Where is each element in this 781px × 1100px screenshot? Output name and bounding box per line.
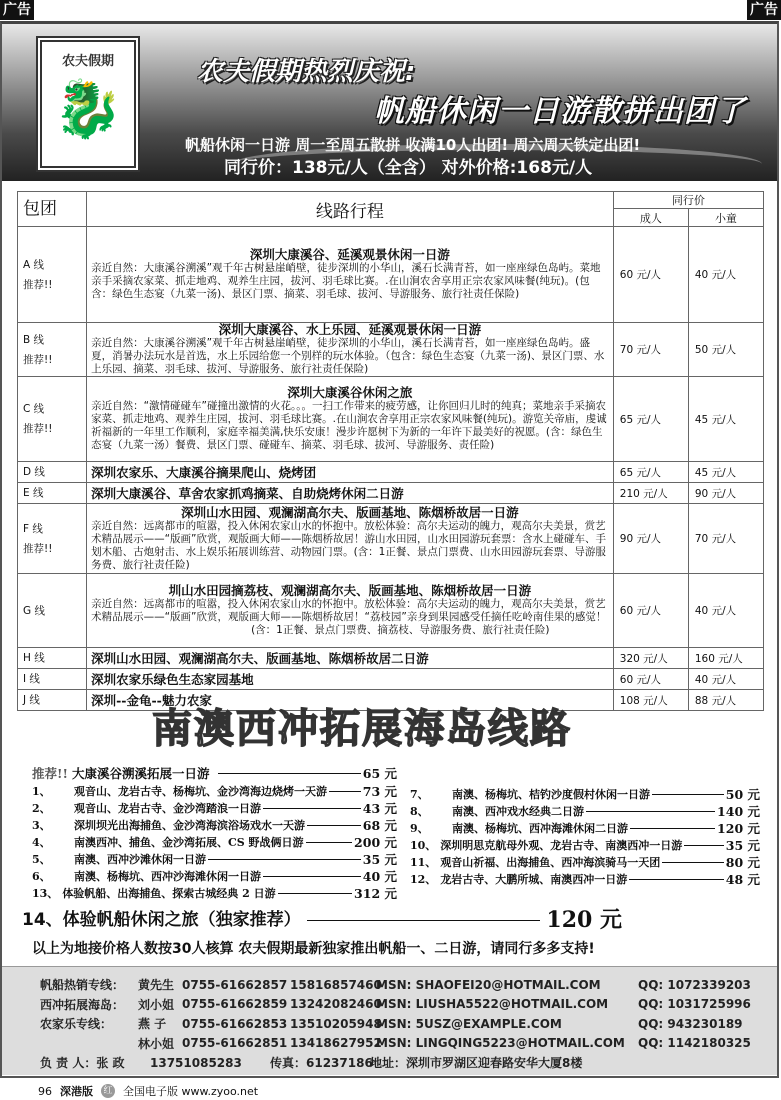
contact-row bbox=[40, 995, 777, 1015]
ad-label-right: 广告 bbox=[747, 0, 781, 20]
route-row bbox=[18, 377, 764, 462]
island-route bbox=[32, 783, 397, 800]
route-name: 观音山、龙岩古寺、金沙湾踏浪一日游 bbox=[74, 802, 261, 815]
contact-msn[interactable]: MSN: 5USZ@EXAMPLE.COM bbox=[376, 1016, 562, 1031]
dragon-icon: 🐉 bbox=[53, 77, 123, 142]
adult-price: 90 元/人 bbox=[613, 504, 688, 574]
child-price: 90 元/人 bbox=[688, 483, 763, 504]
contact-msn[interactable]: MSN: SHAOFEI20@HOTMAIL.COM bbox=[376, 977, 601, 992]
recommend-label: 推荐!! bbox=[23, 353, 53, 366]
route-no: 7、 bbox=[410, 788, 429, 801]
contact-tel: 0755-61662857 bbox=[182, 977, 288, 992]
adult-price: 65 元/人 bbox=[613, 462, 688, 483]
website: 全国电子版 www.zyoo.net bbox=[123, 1085, 259, 1098]
route-no: 2、 bbox=[32, 802, 51, 815]
island-list-right bbox=[410, 786, 760, 888]
island-route bbox=[410, 871, 760, 888]
route-name: 深圳坝光出海捕鱼、金沙湾海滨浴场戏水一天游 bbox=[74, 819, 305, 832]
adult-price: 60 元/人 bbox=[613, 227, 688, 323]
route-title: 深圳农家乐绿色生态家园基地 bbox=[87, 669, 614, 690]
route-detail bbox=[87, 504, 614, 574]
edition: 深港版 bbox=[60, 1085, 93, 1098]
island-route bbox=[32, 817, 397, 834]
route-name: 南澳、西冲沙滩休闲一日游 bbox=[74, 853, 206, 866]
contact-qq: QQ: 1142180325 bbox=[638, 1036, 751, 1051]
route-name: 南澳、杨梅坑、桔钓沙度假村休闲一日游 bbox=[452, 788, 650, 801]
route-desc: 亲近自然：远离都市的喧嚣，投入休闲农家山水的怀抱中。放松体验：高尔夫运动的魄力，观高尔夫美景，赏艺术精品展示——“版画”欣赏，观版画大师——陈烟桥故居！游山水田园，山水田园游玩套票：含水上碰碰车、手划木船、古炮射击、水上娱乐拓展训练营、动物园门票。(含：1正餐、景点门票费、山水田园游玩套票、导游服务费、旅行社责任险) bbox=[91, 519, 606, 571]
route-row bbox=[18, 227, 764, 323]
code-label: E 线 bbox=[23, 487, 44, 499]
code-label: C 线 bbox=[23, 403, 45, 415]
edition-icon: 红 bbox=[101, 1084, 115, 1098]
adult-price: 65 元/人 bbox=[613, 377, 688, 462]
route-row bbox=[18, 462, 764, 483]
code-label: G 线 bbox=[23, 604, 45, 617]
page-number: 96 bbox=[38, 1084, 52, 1098]
adult-price: 70 元/人 bbox=[613, 323, 688, 377]
contact-mobile: 13510205948 bbox=[290, 1016, 382, 1031]
route-price: 40 元 bbox=[362, 869, 397, 884]
contact-qq: QQ: 943230189 bbox=[638, 1016, 743, 1031]
route-no: 10、 bbox=[410, 839, 437, 852]
routes-table bbox=[17, 191, 764, 711]
route-price: 48 元 bbox=[725, 872, 760, 887]
code-label: B 线 bbox=[23, 333, 45, 346]
contact-msn[interactable]: MSN: LINGQING5223@HOTMAIL.COM bbox=[376, 1036, 625, 1051]
contact-row bbox=[40, 975, 777, 995]
adult-price: 320 元/人 bbox=[613, 648, 688, 669]
route-price: 50 元 bbox=[725, 787, 760, 802]
code-label: D 线 bbox=[23, 466, 45, 478]
contact-mobile: 13418627952 bbox=[290, 1036, 382, 1051]
adult-price: 210 元/人 bbox=[613, 483, 688, 504]
route-code bbox=[18, 323, 87, 377]
contact-mobile: 15816857460 bbox=[290, 977, 382, 992]
child-price: 40 元/人 bbox=[688, 574, 763, 648]
featured-price: 65 元 bbox=[362, 766, 397, 781]
route-row bbox=[18, 323, 764, 377]
island-route bbox=[32, 851, 397, 868]
price-line: 同行价：138元/人（全含） 对外价格:168元/人 bbox=[224, 158, 593, 178]
route-price: 200 元 bbox=[354, 835, 397, 850]
contact-name: 刘小姐 bbox=[138, 997, 175, 1012]
header-price: 同行价 bbox=[613, 192, 763, 209]
route-code bbox=[18, 377, 87, 462]
header-child: 小童 bbox=[688, 209, 763, 227]
contact-name: 燕 子 bbox=[138, 1017, 167, 1032]
route-price: 43 元 bbox=[362, 801, 397, 816]
island-route bbox=[32, 800, 397, 817]
route-no: 13、 bbox=[32, 887, 59, 900]
code-label: A 线 bbox=[23, 258, 45, 271]
featured-name: 大康溪谷溯溪拓展一日游 bbox=[71, 766, 210, 781]
route-price: 80 元 bbox=[725, 855, 760, 870]
route-code bbox=[18, 648, 87, 669]
island-route bbox=[410, 803, 760, 820]
contact-qq: QQ: 1072339203 bbox=[638, 977, 751, 992]
island-route bbox=[32, 885, 397, 902]
contact-name: 黄先生 bbox=[138, 978, 175, 993]
route-name: 南澳、杨梅坑、西冲海滩休闲二日游 bbox=[452, 822, 628, 835]
route-code bbox=[18, 227, 87, 323]
island-route bbox=[32, 868, 397, 885]
island-title: 南澳西冲拓展海岛线路 bbox=[152, 706, 572, 752]
code-label: J 线 bbox=[23, 694, 40, 706]
adult-price: 108 元/人 bbox=[613, 690, 688, 711]
fax: 传真：61237186 bbox=[270, 1056, 373, 1071]
contact-line: 西冲拓展海岛： bbox=[40, 997, 125, 1012]
route-price: 68 元 bbox=[362, 818, 397, 833]
route-title: 深圳大康溪谷、延溪观景休闲一日游 bbox=[249, 247, 450, 262]
special-price: 120 元 bbox=[546, 907, 622, 933]
island-list-left bbox=[32, 764, 397, 902]
recommend-label: 推荐!! bbox=[23, 278, 53, 291]
island-route bbox=[410, 837, 760, 854]
logo-text: 农夫假期 bbox=[61, 54, 114, 69]
manager-mobile: 13751085283 bbox=[150, 1055, 242, 1070]
contact-tel: 0755-61662853 bbox=[182, 1016, 288, 1031]
adult-price: 60 元/人 bbox=[613, 574, 688, 648]
route-code bbox=[18, 690, 87, 711]
route-row bbox=[18, 504, 764, 574]
route-title: 深圳农家乐、大康溪谷摘果爬山、烧烤团 bbox=[87, 462, 614, 483]
featured-tag: 推荐!! bbox=[32, 766, 68, 781]
schedule-line: 帆船休闲一日游 周一至周五散拼 收满10人出团! 周六周天铁定出团! bbox=[185, 136, 641, 154]
headline-1: 农夫假期热烈庆祝: bbox=[197, 57, 416, 87]
child-price: 45 元/人 bbox=[688, 377, 763, 462]
route-desc: 亲近自然：大康溪谷溯溪”观千年古树悬崖峭壁，徒步深圳的小华山，溪石长满青苔，如一座座绿色岛屿。盛夏，消暑办法玩水是首选，水上乐园给您一个别样的玩水体验。（包含：绿色生态宴（九菜一汤)、景区门票、水上乐园、摘菜、羽毛球、拔河、导游服务、旅行社责任保险) bbox=[91, 337, 605, 375]
code-label: I 线 bbox=[23, 673, 40, 685]
child-price: 88 元/人 bbox=[688, 690, 763, 711]
special-route bbox=[22, 906, 622, 934]
contact-name: 林小姐 bbox=[138, 1036, 175, 1051]
route-name: 观音山、龙岩古寺、杨梅坑、金沙湾海边烧烤一天游 bbox=[74, 785, 327, 798]
island-route bbox=[410, 854, 760, 871]
child-price: 70 元/人 bbox=[688, 504, 763, 574]
child-price: 160 元/人 bbox=[688, 648, 763, 669]
contact-row bbox=[40, 1034, 777, 1054]
route-row bbox=[18, 574, 764, 648]
route-no: 5、 bbox=[32, 853, 51, 866]
child-price: 45 元/人 bbox=[688, 462, 763, 483]
route-detail bbox=[87, 323, 614, 377]
route-title: 深圳--金龟--魅力农家 bbox=[87, 690, 614, 711]
route-desc: 亲近自然：远离都市的喧嚣，投入休闲农家山水的怀抱中。放松体验：高尔夫运动的魄力，观高尔夫美景，赏艺术精品展示——“版画”欣赏，观版画大师——陈烟桥故居！“荔枝园”亲身到果园感受任摘任吃岭南佳果的感觉！ bbox=[91, 598, 607, 623]
route-detail bbox=[87, 377, 614, 462]
adult-price: 60 元/人 bbox=[613, 669, 688, 690]
route-code bbox=[18, 574, 87, 648]
route-name: 南澳、西冲戏水经典二日游 bbox=[452, 805, 584, 818]
contact-tel: 0755-61662859 bbox=[182, 997, 288, 1012]
header-group: 包团 bbox=[18, 192, 87, 227]
code-label: F 线 bbox=[23, 522, 43, 535]
route-row bbox=[18, 483, 764, 504]
route-title: 深圳山水田园、观澜湖高尔夫、版画基地、陈烟桥故居二日游 bbox=[87, 648, 614, 669]
route-title: 深圳山水田园、观澜湖高尔夫、版画基地、陈烟桥故居一日游 bbox=[181, 504, 519, 520]
recommend-label: 推荐!! bbox=[23, 423, 53, 435]
contact-line: 农家乐专线： bbox=[40, 1017, 113, 1032]
code-label: H 线 bbox=[23, 652, 45, 664]
header-route: 线路行程 bbox=[87, 192, 614, 227]
route-price: 312 元 bbox=[354, 886, 397, 901]
island-route bbox=[410, 820, 760, 837]
route-no: 6、 bbox=[32, 870, 51, 883]
route-detail bbox=[87, 227, 614, 323]
route-price: 35 元 bbox=[725, 838, 760, 853]
route-title: 深圳大康溪谷、草舍农家抓鸡摘菜、自助烧烤休闲二日游 bbox=[87, 483, 614, 504]
route-code bbox=[18, 483, 87, 504]
manager-label: 负 责 人：张 政 bbox=[40, 1056, 125, 1071]
route-row bbox=[18, 648, 764, 669]
route-price: 73 元 bbox=[362, 784, 397, 799]
route-no: 9、 bbox=[410, 822, 429, 835]
contacts-box bbox=[2, 966, 777, 1075]
address: 地址：深圳市罗湖区迎春路安华大厦8楼 bbox=[370, 1056, 583, 1071]
recommend-label: 推荐!! bbox=[23, 542, 53, 555]
child-price: 40 元/人 bbox=[688, 227, 763, 323]
page-footer bbox=[38, 1083, 258, 1099]
header-adult: 成人 bbox=[613, 209, 688, 227]
special-name: 14、体验帆船休闲之旅（独家推荐） bbox=[22, 910, 301, 930]
manager-row bbox=[40, 1053, 777, 1073]
route-no: 1、 bbox=[32, 785, 51, 798]
brand-logo bbox=[36, 36, 140, 172]
route-price: 35 元 bbox=[362, 852, 397, 867]
price-note: 以上为地接价格人数按30人核算 农夫假期最新独家推出帆船一、二日游，请同行多多支持! bbox=[32, 941, 595, 957]
route-no: 8、 bbox=[410, 805, 429, 818]
route-price: 140 元 bbox=[717, 804, 760, 819]
route-title: 圳山水田园摘荔枝、观澜湖高尔夫、版画基地、陈烟桥故居一日游 bbox=[168, 583, 532, 598]
route-name: 深圳明思克航母外观、龙岩古寺、南澳西冲一日游 bbox=[440, 839, 683, 852]
route-desc: 亲近自然：“激情碰碰车”碰撞出激情的火花。。。一扫工作带来的疲劳感，让你回归儿时的纯真；菜地亲手采摘农家菜、抓走地鸡、观养生庄园，拔河、羽毛球比赛。.在山涧农舍享用正宗农家风味餐(纯玩)。游览关帝庙，虔诚祈福新的一年里工作顺利，家庭幸福美满,快乐安康！漫步许愿树下为新的一年许下最美好的祝愿。(含：绿色生态宴（九菜一汤）餐费、景区门票、碰碰车、摘菜、羽毛球、拔河、导游服务、责任险) bbox=[91, 400, 607, 451]
contact-tel: 0755-61662851 bbox=[182, 1036, 288, 1051]
route-no: 11、 bbox=[410, 856, 437, 869]
route-code bbox=[18, 669, 87, 690]
route-name: 体验帆船、出海捕鱼、探索古城经典 2 日游 bbox=[62, 887, 276, 900]
contact-msn[interactable]: MSN: LIUSHA5522@HOTMAIL.COM bbox=[376, 997, 609, 1012]
island-route bbox=[410, 786, 760, 803]
ad-frame bbox=[0, 21, 779, 1078]
route-name: 南澳、杨梅坑、西冲沙海滩休闲一日游 bbox=[74, 870, 261, 883]
route-title: 深圳大康溪谷、水上乐园、延溪观景休闲一日游 bbox=[218, 322, 482, 337]
route-row bbox=[18, 669, 764, 690]
route-includes: (含：1正餐、景点门票费、摘荔枝、导游服务费、旅行社责任险) bbox=[251, 624, 550, 636]
featured-route bbox=[32, 764, 397, 783]
contact-line: 帆船热销专线： bbox=[40, 978, 125, 993]
contact-qq: QQ: 1031725996 bbox=[638, 997, 751, 1012]
contact-row bbox=[40, 1014, 777, 1034]
banner bbox=[2, 24, 777, 181]
route-no: 4、 bbox=[32, 836, 51, 849]
child-price: 40 元/人 bbox=[688, 669, 763, 690]
route-detail bbox=[87, 574, 614, 648]
headline-2: 帆船休闲一日游散拼出团了 bbox=[374, 94, 746, 129]
island-route bbox=[32, 834, 397, 851]
route-title: 深圳大康溪谷休闲之旅 bbox=[287, 385, 413, 400]
ad-label-left: 广告 bbox=[0, 0, 34, 20]
route-name: 观音山祈福、出海捕鱼、西冲海滨骑马一天团 bbox=[440, 856, 661, 869]
route-price: 120 元 bbox=[717, 821, 760, 836]
route-code bbox=[18, 504, 87, 574]
route-no: 12、 bbox=[410, 873, 437, 886]
route-no: 3、 bbox=[32, 819, 51, 832]
route-name: 龙岩古寺、大鹏所城、南澳西冲一日游 bbox=[440, 873, 628, 886]
route-code bbox=[18, 462, 87, 483]
contact-mobile: 13242082460 bbox=[290, 997, 382, 1012]
route-desc: 亲近自然：大康溪谷溯溪”观千年古树悬崖峭壁，徒步深圳的小华山，溪石长满青苔，如一座座绿色岛屿。菜地亲手采摘农家菜、抓走地鸡、观养生庄园，拔河、羽毛球比赛。.在山涧农舍享用正宗农家风味餐(纯玩)。(包含：绿色生态宴（九菜一汤)、景区门票、摘菜、羽毛球、拔河、导游服务、旅行社责任保险) bbox=[91, 262, 601, 300]
route-name: 南澳西冲、捕鱼、金沙湾拓展、CS 野战俩日游 bbox=[74, 836, 304, 849]
child-price: 50 元/人 bbox=[688, 323, 763, 377]
